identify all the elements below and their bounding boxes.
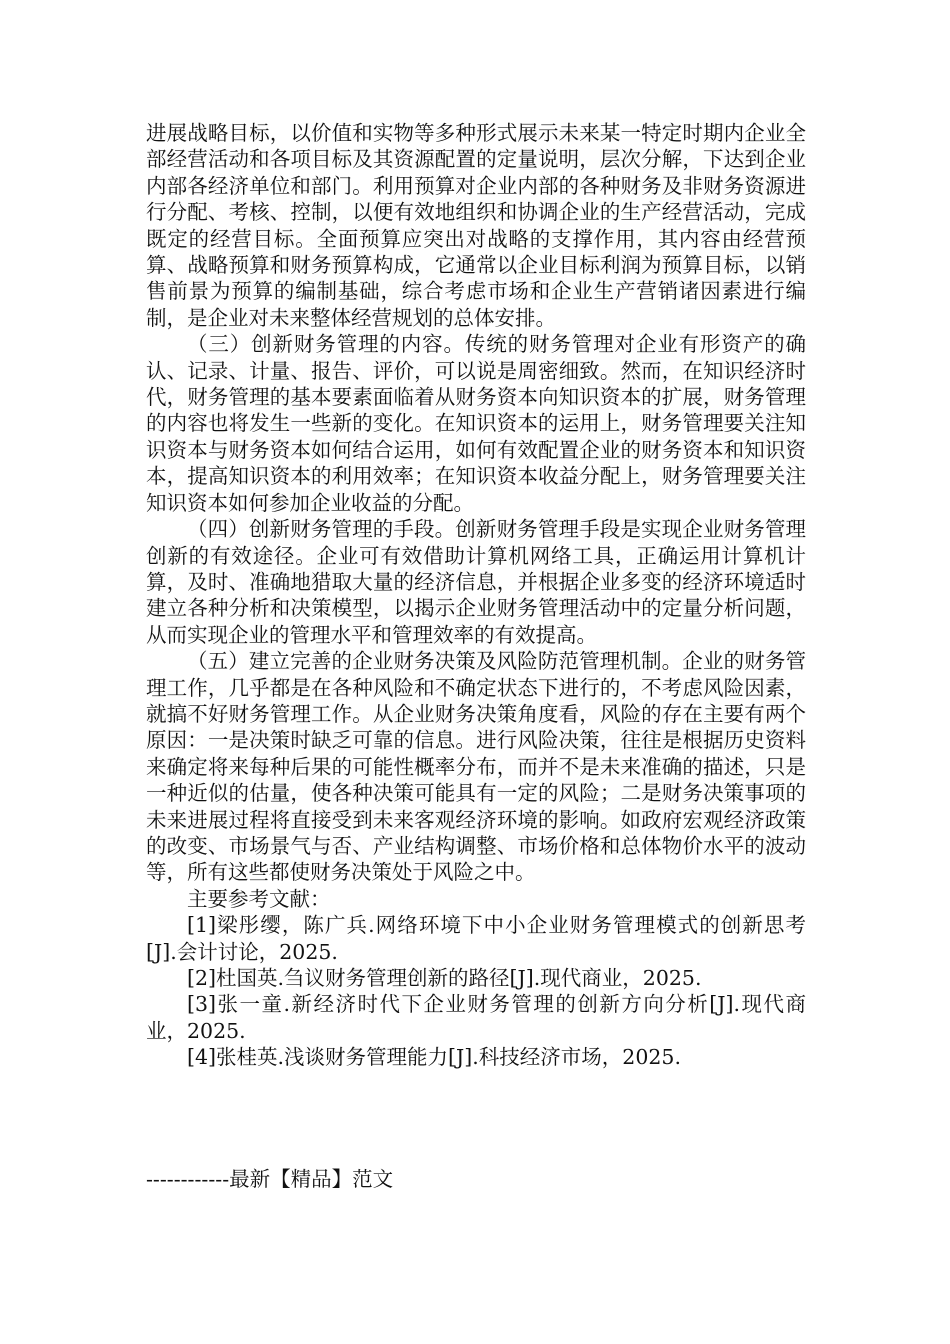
- paragraph-section-4: （四）创新财务管理的手段。创新财务管理手段是实现企业财务管理创新的有效途径。企业可有效借助计算机网络工具，正确运用计算机计算，及时、准确地猎取大量的经济信息，并根据企业多变的经济环境适时建立各种分析和决策模型，以揭示企业财务管理活动中的定量分析问题，从而实现企业的管理水平和管理效率的有效提高。: [146, 517, 806, 647]
- paragraph-section-3: （三）创新财务管理的内容。传统的财务管理对企业有形资产的确认、记录、计量、报告、评价，可以说是周密细致。然而，在知识经济时代，财务管理的基本要素面临着从财务资本向知识资本的扩展，财务管理的内容也将发生一些新的变化。在知识资本的运用上，财务管理要关注知识资本与财务资本如何结合运用，如何有效配置企业的财务资本和知识资本，提高知识资本的利用效率；在知识资本收益分配上，财务管理要关注知识资本如何参加企业收益的分配。: [146, 332, 806, 515]
- reference-item-2: [2]杜国英.刍议财务管理创新的路径[J].现代商业，2025.: [187, 966, 702, 990]
- reference-item-4: [4]张桂英.浅谈财务管理能力[J].科技经济市场，2025.: [187, 1045, 681, 1070]
- reference-item-3: [3]张一童.新经济时代下企业财务管理的创新方向分析[J].现代商业，2025.: [146, 992, 806, 1043]
- paragraph-continued: 进展战略目标，以价值和实物等多种形式展示未来某一特定时期内企业全部经营活动和各项目标及其资源配置的定量说明，层次分解，下达到企业内部各经济单位和部门。利用预算对企业内部的各种财务及非财务资源进行分配、考核、控制，以便有效地组织和协调企业的生产经营活动，完成既定的经营目标。全面预算应突出对战略的支撑作用，其内容由经营预算、战略预算和财务预算构成，它通常以企业目标利润为预算目标，以销售前景为预算的编制基础，综合考虑市场和企业生产营销诸因素进行编制，是企业对未来整体经营规划的总体安排。: [146, 121, 806, 330]
- document-body: [146, 120, 806, 1071]
- page-footer: ------------最新【精品】范文: [146, 1167, 394, 1191]
- paragraph-section-5: （五）建立完善的企业财务决策及风险防范管理机制。企业的财务管理工作，几乎都是在各种风险和不确定状态下进行的，不考虑风险因素，就搞不好财务管理工作。从企业财务决策角度看，风险的存在主要有两个原因：一是决策时缺乏可靠的信息。进行风险决策，往往是根据历史资料来确定将来每种后果的可能性概率分布，而并不是未来准确的描述，只是一种近似的估量，使各种决策可能具有一定的风险；二是财务决策事项的未来进展过程将直接受到未来客观经济环境的影响。如政府宏观经济政策的改变、市场景气与否、产业结构调整、市场价格和总体物价水平的波动等，所有这些都使财务决策处于风险之中。: [146, 649, 806, 885]
- references-heading: 主要参考文献：: [187, 886, 331, 911]
- reference-item-1: [1]梁彤缨，陈广兵.网络环境下中小企业财务管理模式的创新思考[J].会计讨论，2025.: [146, 913, 806, 964]
